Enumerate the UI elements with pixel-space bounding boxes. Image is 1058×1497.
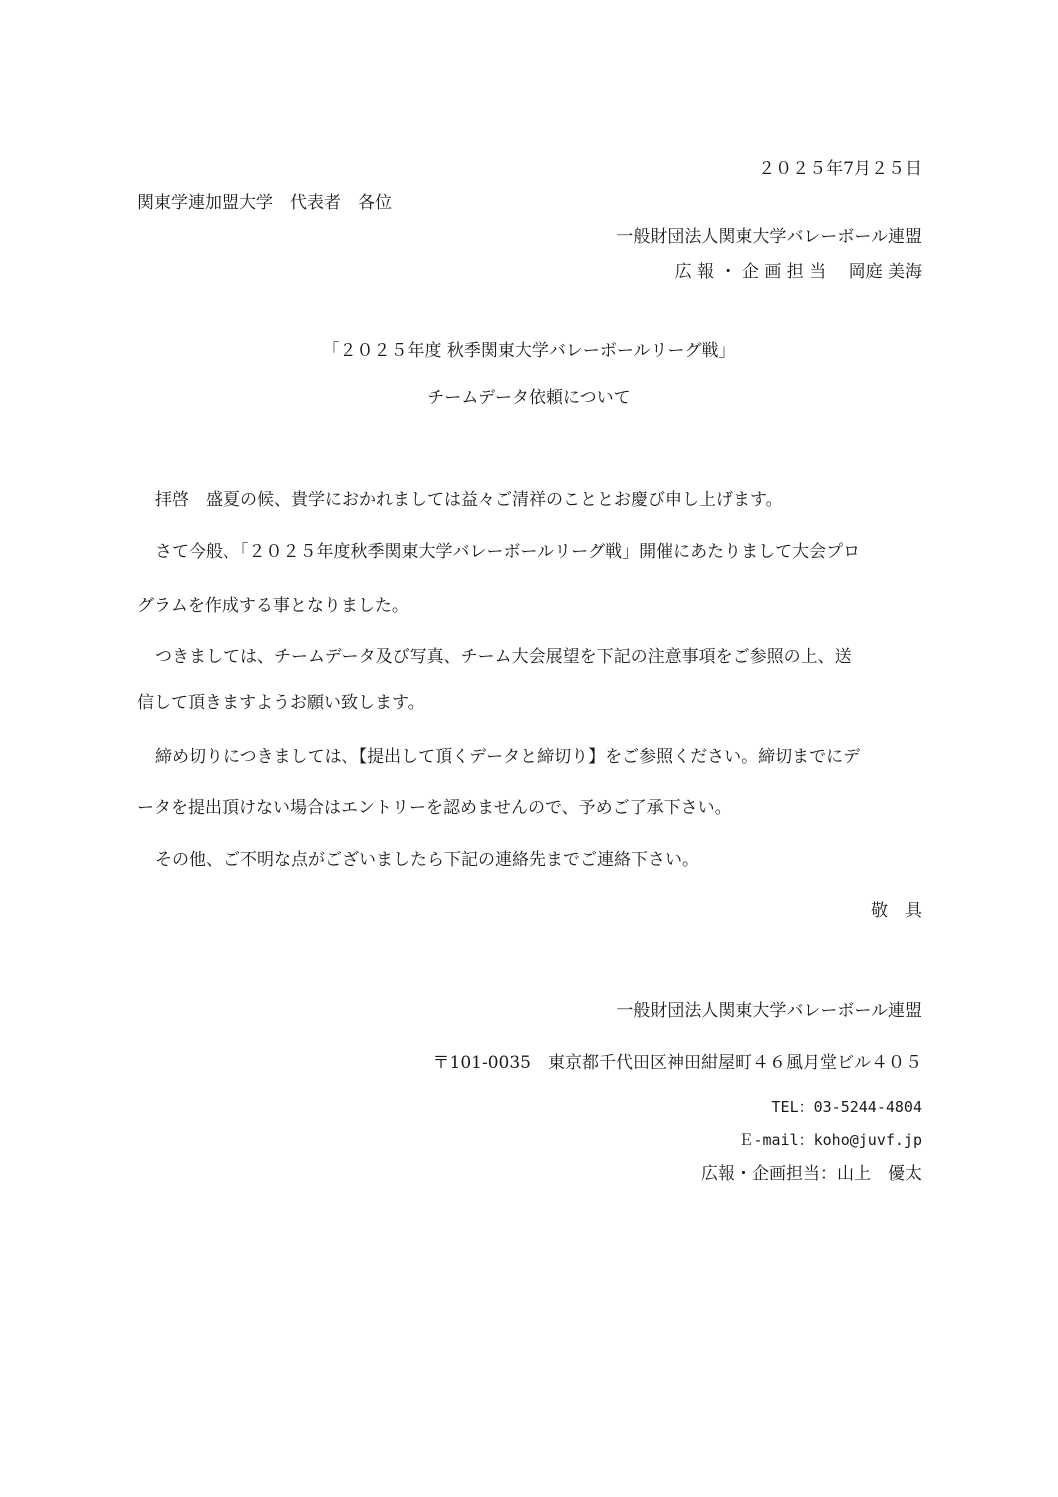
document-subtitle: チームデータ依頼について: [427, 388, 631, 408]
sender-org: 一般財団法人関東大学バレーボール連盟: [616, 227, 922, 247]
closing-keigu: 敬 具: [871, 901, 922, 921]
recipient-line: 関東学連加盟大学 代表者 各位: [137, 193, 392, 213]
body-paragraph-3-line-2: 信して頂きますようお願い致します。: [137, 693, 425, 713]
body-paragraph-4-line-2: ータを提出頂けない場合はエントリーを認めませんので、予めご了承下さい。: [137, 798, 732, 818]
body-paragraph-4-line-1: 締め切りにつきましては､【提出して頂くデータと締切り】をご参照ください。締切までにデ: [155, 747, 861, 767]
body-paragraph-2-line-2: グラムを作成する事となりました。: [137, 596, 409, 616]
document-date: ２０２５年7月２５日: [758, 159, 922, 179]
sender-dept: 広 報 ・ 企 画 担 当 岡庭 美海: [674, 262, 922, 282]
body-paragraph-greeting: 拝啓 盛夏の候、貴学におかれましては益々ご清祥のこととお慶び申し上げます。: [155, 490, 783, 510]
body-paragraph-2-line-1: さて今般､「２０２５年度秋季関東大学バレーボールリーグ戦」開催にあたりまして大会プロ: [155, 542, 861, 562]
contact-org: 一般財団法人関東大学バレーボール連盟: [616, 1001, 922, 1021]
body-paragraph-closing-note: その他、ご不明な点がございましたら下記の連絡先までご連絡下さい。: [155, 850, 699, 870]
contact-person: 広報・企画担当：山上 優太: [701, 1164, 922, 1184]
contact-address: 〒101-0035 東京都千代田区神田紺屋町４６風月堂ビル４０５: [432, 1053, 922, 1073]
document-title: 「２０２５年度 秋季関東大学バレーボールリーグ戦」: [322, 341, 736, 361]
body-paragraph-3-line-1: つきましては、チームデータ及び写真、チーム大会展望を下記の注意事項をご参照の上、送: [155, 647, 852, 667]
contact-tel: TEL：03-5244-4804: [771, 1098, 922, 1116]
contact-email: Ｅ-mail：koho@juvf.jp: [738, 1131, 922, 1149]
